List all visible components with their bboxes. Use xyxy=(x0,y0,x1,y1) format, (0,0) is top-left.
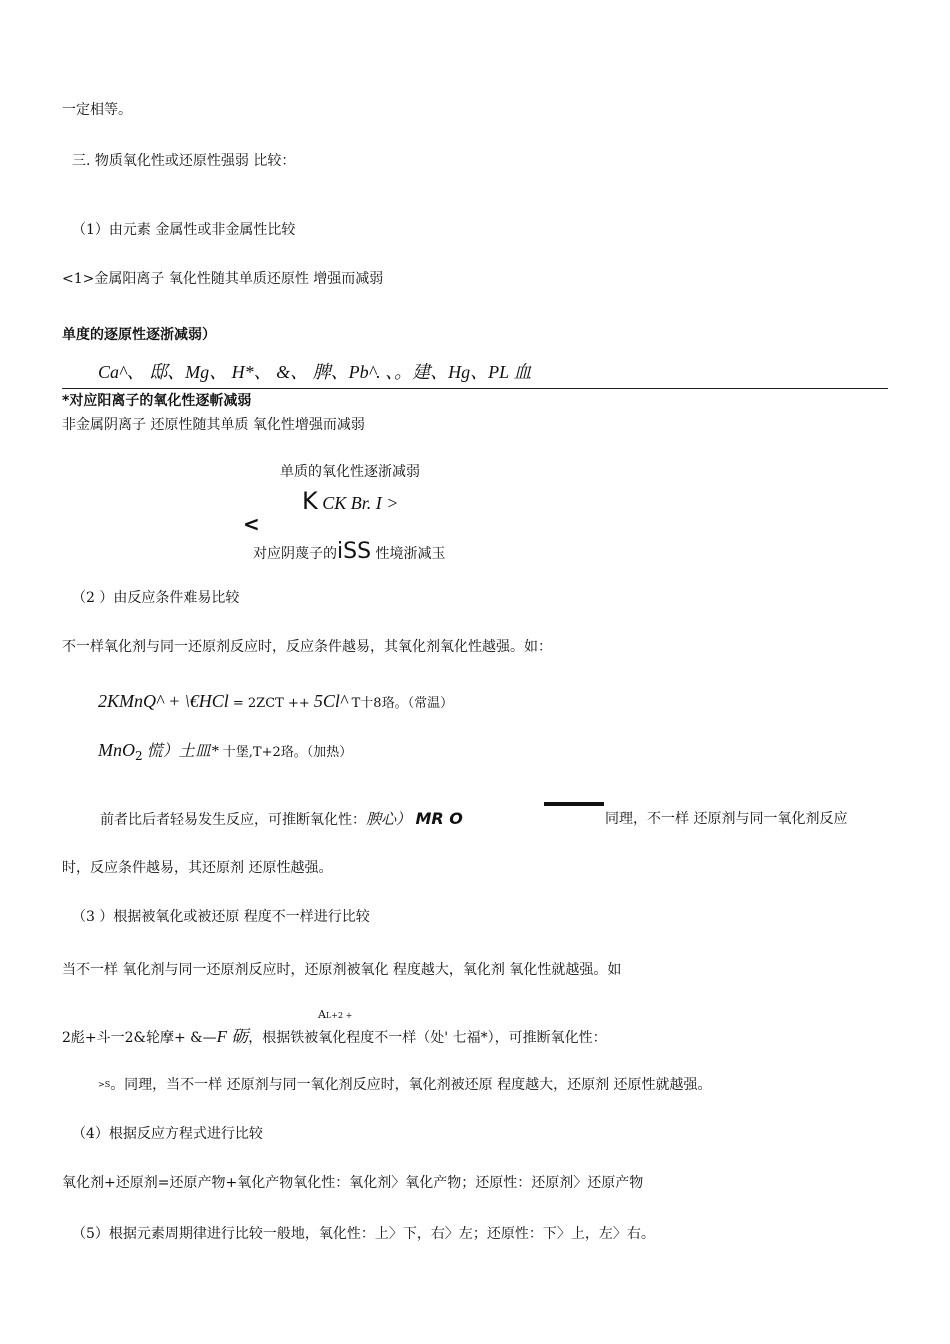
equation-part: F 砺 xyxy=(216,1027,249,1046)
superscript-note xyxy=(318,1008,352,1023)
figure-caption: *对应阳离子的氧化性逐斬减弱 xyxy=(62,393,252,409)
equation-part: = 2ZCT ++ xyxy=(228,696,314,711)
subsection-heading: （3 ）根据被氧化或被还原 程度不一样进行比较 xyxy=(72,909,370,925)
equation-line xyxy=(98,688,453,717)
equation-part: ，根据铁被氧化程度不一样（处' 七福*），可推断氧化性： xyxy=(248,1030,607,1046)
text-line: 不一样氧化剂与同一还原剂反应时，反应条件越易，其氧化剂氧化性越强。如： xyxy=(62,639,552,655)
arrow-symbol: < xyxy=(243,512,260,536)
text-line: 同理，不一样 还原剂与同一氧化剂反应 xyxy=(605,811,848,827)
text-line: 时，反应条件越易，其还原剂 还原性越强。 xyxy=(62,860,333,876)
text-part: MR O xyxy=(415,809,463,828)
metal-series: Ca^、 邸、Mg、 H*、 &、 脾、Pb^. 、。建、Hg、PL 血 xyxy=(98,362,532,382)
text-line xyxy=(100,809,463,830)
text-line: 一定相等。 xyxy=(62,102,132,118)
note-part: A xyxy=(318,1008,326,1021)
text-line: 非金属阴离子 还原性随其单质 氧化性增强而减弱 xyxy=(62,417,365,433)
subsection-heading: （5）根据元素周期律进行比较一般地，氧化性：上〉下，右〉左；还原性：下〉上，左〉右。 xyxy=(72,1226,655,1242)
caption-part: iSS xyxy=(337,539,372,564)
equation-part: 十堡,T+2珞。（加热） xyxy=(218,745,353,760)
section-heading: 三. 物质氧化性或还原性强弱 比较： xyxy=(72,153,296,169)
text-part: 腴心） xyxy=(366,812,412,828)
subsection-heading: （4）根据反应方程式进行比较 xyxy=(72,1126,263,1142)
caption-part: 对应阴蔑子的 xyxy=(253,546,337,562)
text-part: 。同理，当不一样 还原剂与同一氧化剂反应时，氧化剂被还原 程度越大，还原剂 还原性就越强。 xyxy=(110,1077,712,1093)
equation-part: MnO xyxy=(98,740,135,760)
symbol-k: K xyxy=(302,487,318,515)
text-line: <1>金属阳离子 氧化性随其单质还原性 增强而减弱 xyxy=(62,271,384,287)
halogen-series xyxy=(302,487,398,519)
equation-part: 2KMnQ^ + \€HCl xyxy=(98,691,229,711)
figure-caption: 单度的逐原性逐浙减弱） xyxy=(62,327,216,343)
text-line: 氧化剂+还原剂=还原产物+氧化产物氧化性：氧化剂〉氧化产物；还原性：还原剂〉还原产物 xyxy=(62,1175,644,1191)
figure-caption xyxy=(253,538,446,568)
divider-line xyxy=(62,388,888,389)
equation-line xyxy=(98,737,352,769)
subsection-heading: （2 ）由反应条件难易比较 xyxy=(72,590,240,606)
symbol-series: CK Br. I > xyxy=(322,493,399,513)
blank-bar xyxy=(544,802,604,806)
subsection-heading: （1）由元素 金属性或非金属性比较 xyxy=(72,222,296,238)
equation-part: 慌）土皿* xyxy=(142,743,219,760)
note-part: L+2 + xyxy=(325,1011,353,1020)
text-part: 前者比后者轻易发生反应，可推断氧化性： xyxy=(100,812,366,828)
equation-part: 2彪+斗一2&轮摩+ &— xyxy=(62,1030,217,1046)
figure-caption: 单质的氧化性逐浙减弱 xyxy=(280,464,420,480)
text-part: >S xyxy=(98,1080,111,1089)
equation-part: 5Cl^ xyxy=(313,691,348,711)
equation-part: T十8珞。（常温） xyxy=(347,696,454,711)
equation-part: 2 xyxy=(135,748,143,763)
equation-line xyxy=(62,1026,607,1049)
caption-part: 性境浙减玉 xyxy=(375,546,446,562)
text-line: 当不一样 氧化剂与同一还原剂反应时，还原剂被氧化 程度越大，氧化剂 氧化性就越强。如 xyxy=(62,962,622,978)
text-line xyxy=(98,1075,712,1095)
